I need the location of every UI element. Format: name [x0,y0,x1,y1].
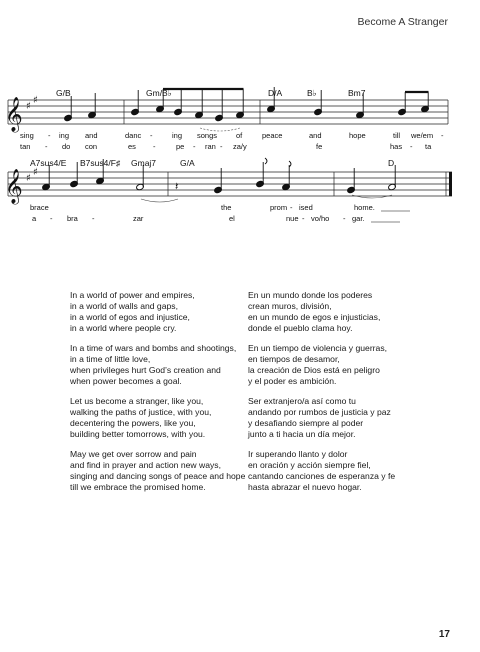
verse-line: in a world where people cry. [70,323,177,333]
lyric-syllable: peace [262,131,283,140]
stanza [70,343,248,387]
verse-line: In a world of power and empires, [70,290,195,300]
verse-line: Ser extranjero/a así como tu [248,396,356,406]
chord-label: D [388,158,395,168]
verse-line: Let us become a stranger, like you, [70,396,204,406]
stanza [248,396,448,440]
verse-line: when privileges hurt God’s creation and [70,365,221,375]
key-signature-sharp-c: ♯ [33,167,38,178]
verse-line: cantando canciones de esperanza y fe [248,471,396,481]
lyric-syllable: tan [20,142,31,151]
lyric-syllable: songs [197,131,218,140]
spanish-verses [248,290,448,502]
chord-label: Bm7 [348,88,366,98]
chord-label: Gmaj7 [131,158,157,168]
page-number: 17 [438,629,450,640]
treble-clef-icon: 𝄞 [5,169,23,204]
lyric-syllable: gar. [352,214,365,223]
stanza [70,290,248,334]
stanza [248,449,448,493]
chord-label: G/A [180,158,195,168]
verse-line: building better tomorrows, with you. [70,429,206,439]
lyric-syllable: con [85,142,98,151]
lyric-syllable: pe [176,142,185,151]
verse-line: donde el pueblo clama hoy. [248,323,353,333]
key-signature-sharp-f: ♯ [26,101,31,112]
verse-line: hasta abrazar el nuevo hogar. [248,482,362,492]
lyric-hyphen: - [45,142,48,151]
stanza [70,396,248,440]
lyric-syllable: es [128,142,136,151]
lyric-syllable: ised [299,203,313,212]
lyric-hyphen: - [441,131,444,140]
verse-line: walking the paths of justice, with you, [70,407,212,417]
verse-line: in a world of walls and gaps, [70,301,178,311]
lyric-syllable: zar [133,214,144,223]
lyric-hyphen: - [150,131,153,140]
verse-line: la creación de Dios está en peligro [248,365,380,375]
verse-line: In a time of wars and bombs and shootings, [70,343,237,353]
lyric-hyphen: - [290,203,293,212]
lyric-syllable: ing [59,131,70,140]
staff-system-1 [5,87,448,151]
lyric-hyphen: - [48,131,51,140]
verses-section [70,290,450,502]
lyric-hyphen: - [302,214,305,223]
chord-label: D/A [268,88,283,98]
verse-line: en un mundo de egos e injusticias, [248,312,381,322]
lyric-syllable: bra [67,214,78,223]
lyric-hyphen: - [50,214,53,223]
lyric-hyphen: - [193,142,196,151]
page-header-title: Become A Stranger [357,16,448,28]
verse-line: En un mundo donde los poderes [248,290,373,300]
lyric-hyphen: - [410,142,413,151]
stanza [248,290,448,334]
lyric-syllable: prom [270,203,288,212]
lyric-syllable: has [390,142,403,151]
lyric-syllable: home. [354,203,375,212]
verse-line: May we get over sorrow and pain [70,449,197,459]
lyric-hyphen: - [92,214,95,223]
key-signature-sharp-c: ♯ [33,95,38,106]
lyric-syllable: brace [30,203,49,212]
verse-line: En un tiempo de violencia y guerras, [248,343,388,353]
verse-line: Ir superando llanto y dolor [248,449,348,459]
verse-line: andando por rumbos de justicia y paz [248,407,391,417]
stanza [248,343,448,387]
staff-system-2 [5,158,452,223]
verse-line: en tiempos de desamor, [248,354,340,364]
chord-label: G/B [56,88,71,98]
verse-line: till we embrace the promised home. [70,482,206,492]
rest-icon: 𝄽 [175,180,179,193]
lyric-syllable: the [221,203,232,212]
lyric-hyphen: - [343,214,346,223]
verse-line: y desafiando siempre al poder [248,418,364,428]
treble-clef-icon: 𝄞 [5,97,23,132]
verse-line: junto a ti hacia un día mejor. [248,429,356,439]
lyric-syllable: sing [20,131,34,140]
lyric-syllable: danc [125,131,142,140]
verse-line: decentering the powers, like you, [70,418,196,428]
lyric-syllable: ta [425,142,432,151]
verse-line: when power becomes a goal. [70,376,182,386]
lyric-hyphen: - [153,142,156,151]
music-score [0,0,480,240]
verse-line: and find in prayer and action new ways, [70,460,221,470]
lyric-syllable: vo/ho [311,214,330,223]
lyric-syllable: ing [172,131,183,140]
lyric-syllable: and [85,131,98,140]
lyric-syllable: ran [205,142,216,151]
lyric-syllable: hope [349,131,366,140]
key-signature-sharp-f: ♯ [26,173,31,184]
chord-label: B7sus4/F♯ [80,158,121,168]
stanza [70,449,248,493]
lyric-syllable: we/em [411,131,434,140]
verse-line: in a time of little love, [70,354,151,364]
verse-line: singing and dancing songs of peace and hope [70,471,246,481]
lyric-hyphen: - [220,142,223,151]
lyric-syllable: a [32,214,37,223]
chord-label: Gm/B♭ [146,88,172,98]
english-verses [70,290,248,502]
lyric-syllable: till [393,131,401,140]
verse-line: in a world of egos and injustice, [70,312,190,322]
lyric-syllable: do [62,142,71,151]
verse-line: y el poder es ambición. [248,376,337,386]
verse-line: crean muros, división, [248,301,332,311]
verse-line: en oración y acción siempre fiel, [248,460,371,470]
chord-label: A7sus4/E [30,158,67,168]
lyric-syllable: nue [286,214,299,223]
lyric-syllable: of [236,131,243,140]
lyric-syllable: el [229,214,235,223]
lyric-syllable: fe [316,142,323,151]
lyric-syllable: and [309,131,322,140]
lyric-syllable: za/y [233,142,247,151]
chord-label: B♭ [307,88,317,98]
